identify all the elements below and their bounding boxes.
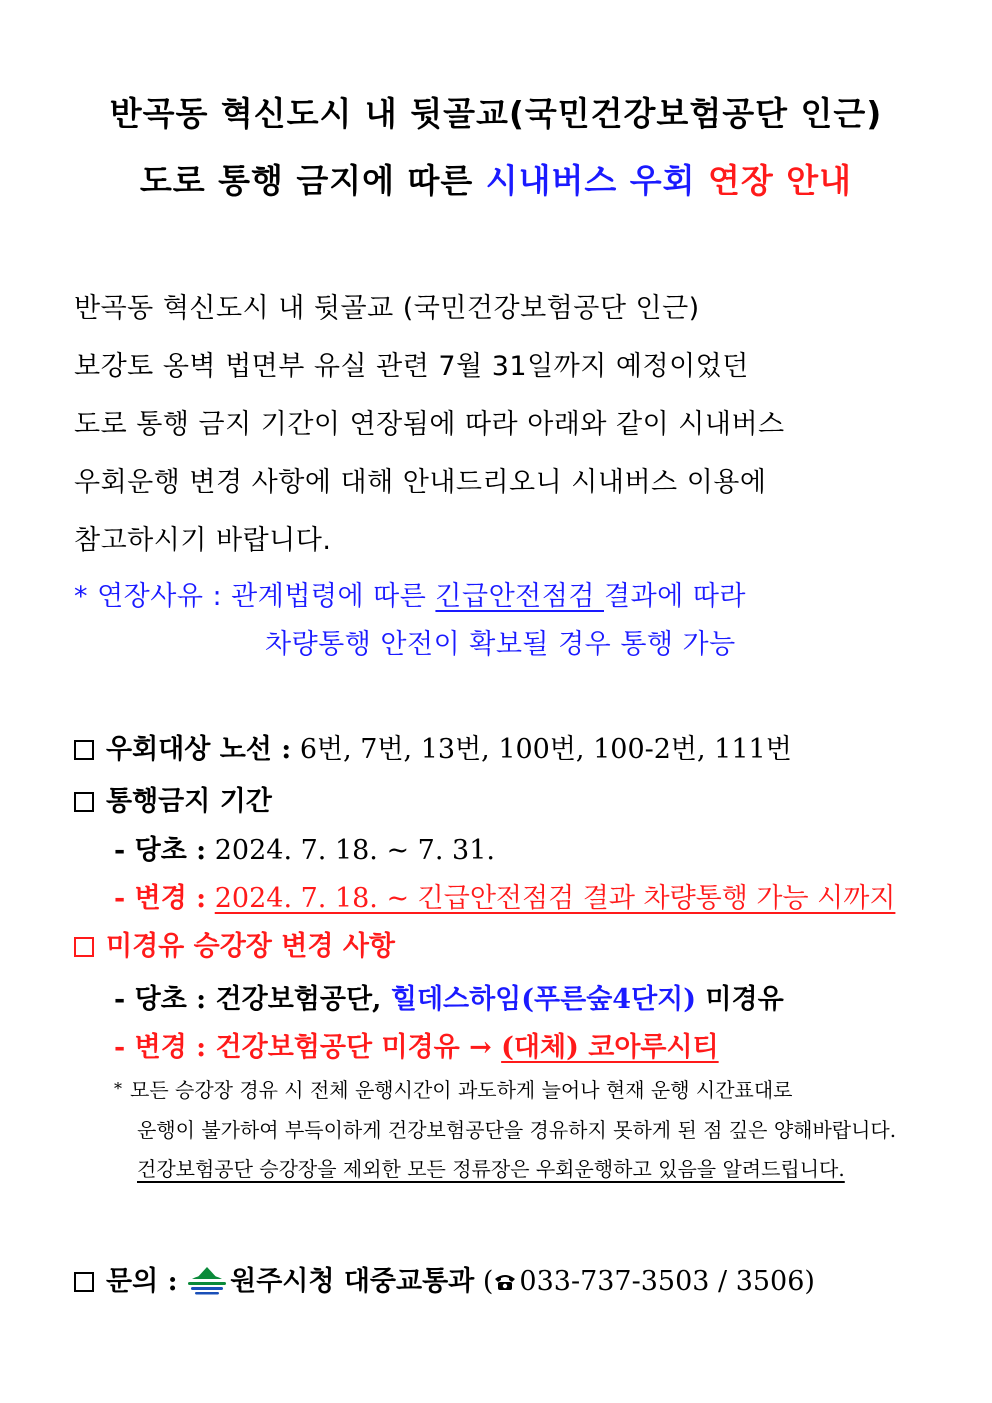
intro-line-2: 보강토 옹벽 법면부 유실 관련 7월 31일까지 예정이었던 [74, 351, 749, 382]
closure-changed-label: - 변경 : [114, 883, 207, 914]
footnote-star: * [114, 1079, 122, 1098]
closure-changed-value: 2024. 7. 18. ~ 긴급안전점검 결과 차량통행 가능 시까지 [214, 883, 896, 914]
intro-line-3: 도로 통행 금지 기간이 연장됨에 따라 아래와 같이 시내버스 [74, 409, 785, 440]
routes-label: 우회대상 노선 : [106, 734, 292, 765]
stop-change-label: 미경유 승강장 변경 사항 [106, 931, 396, 962]
inquiry-item [74, 1259, 815, 1298]
title-line-2-red: 연장 안내 [708, 161, 853, 200]
extension-reason-prefix: * 연장사유 : 관계법령에 따른 [74, 581, 436, 612]
wonju-city-logo-icon [186, 1265, 228, 1295]
title-line-2-blue: 시내버스 우회 [485, 161, 696, 200]
closure-original-value: 2024. 7. 18. ~ 7. 31. [214, 835, 495, 866]
stop-original-label: - 당초 : [114, 984, 207, 1015]
closure-period-item [74, 779, 272, 818]
footnote-line-1-text: 모든 승강장 경유 시 전체 운행시간이 과도하게 늘어나 현재 운행 시간표대로 [130, 1078, 793, 1102]
inquiry-label: 문의 : [106, 1266, 178, 1297]
checkbox-square-icon [74, 740, 94, 760]
title-line-1: 반곡동 혁신도시 내 뒷골교(국민건강보험공단 인근) [109, 94, 883, 133]
stop-original-value-1: 건강보험공단, [215, 984, 382, 1015]
closure-original-label: - 당초 : [114, 835, 207, 866]
extension-reason-line-2: 차량통행 안전이 확보될 경우 통행 가능 [265, 629, 736, 660]
extension-reason-suffix: 결과에 따라 [604, 581, 746, 612]
title-line-2-black: 도로 통행 금지에 따른 [139, 161, 486, 200]
intro-line-1: 반곡동 혁신도시 내 뒷골교 (국민건강보험공단 인근) [74, 293, 700, 324]
checkbox-square-icon [74, 792, 94, 812]
checkbox-square-icon [74, 937, 94, 957]
stop-changed [114, 1025, 719, 1064]
routes-item [74, 727, 792, 766]
closure-period-label: 통행금지 기간 [106, 786, 272, 817]
intro-line-4: 우회운행 변경 사항에 대해 안내드리오니 시내버스 이용에 [74, 467, 767, 498]
stop-changed-label: - 변경 : [114, 1032, 207, 1063]
inquiry-phone-open: ( [482, 1266, 494, 1297]
closure-changed [114, 876, 895, 915]
stop-original-value-2: 미경유 [705, 984, 784, 1015]
title-line-2 [0, 155, 992, 202]
checkbox-square-icon [74, 1272, 94, 1292]
inquiry-department: 원주시청 대중교통과 [230, 1266, 475, 1297]
routes-value: 6번, 7번, 13번, 100번, 100-2번, 111번 [299, 734, 792, 765]
intro-line-5: 참고하시기 바랍니다. [74, 525, 332, 556]
inquiry-phone[interactable]: 033-737-3503 / 3506) [519, 1266, 815, 1297]
extension-reason-underlined: 긴급안전점검 [435, 581, 604, 612]
extension-reason-line-1 [74, 574, 746, 613]
stop-changed-value-1: 건강보험공단 미경유 → [215, 1032, 492, 1063]
footnote-line-1 [114, 1074, 793, 1103]
telephone-icon [493, 1267, 517, 1285]
footnote-line-3: 건강보험공단 승강장을 제외한 모든 정류장은 우회운행하고 있음을 알려드립니다. [137, 1157, 845, 1181]
stop-change-item [74, 924, 395, 963]
closure-original [114, 828, 495, 867]
stop-original-value-blue: 힐데스하임(푸른숲4단지) [390, 984, 697, 1015]
footnote-line-2: 운행이 불가하여 부득이하게 건강보험공단을 경유하지 못하게 된 점 깊은 양해바랍니다. [137, 1118, 897, 1142]
stop-original [114, 977, 784, 1016]
stop-changed-value-underlined: (대체) 코아루시티 [501, 1032, 719, 1063]
